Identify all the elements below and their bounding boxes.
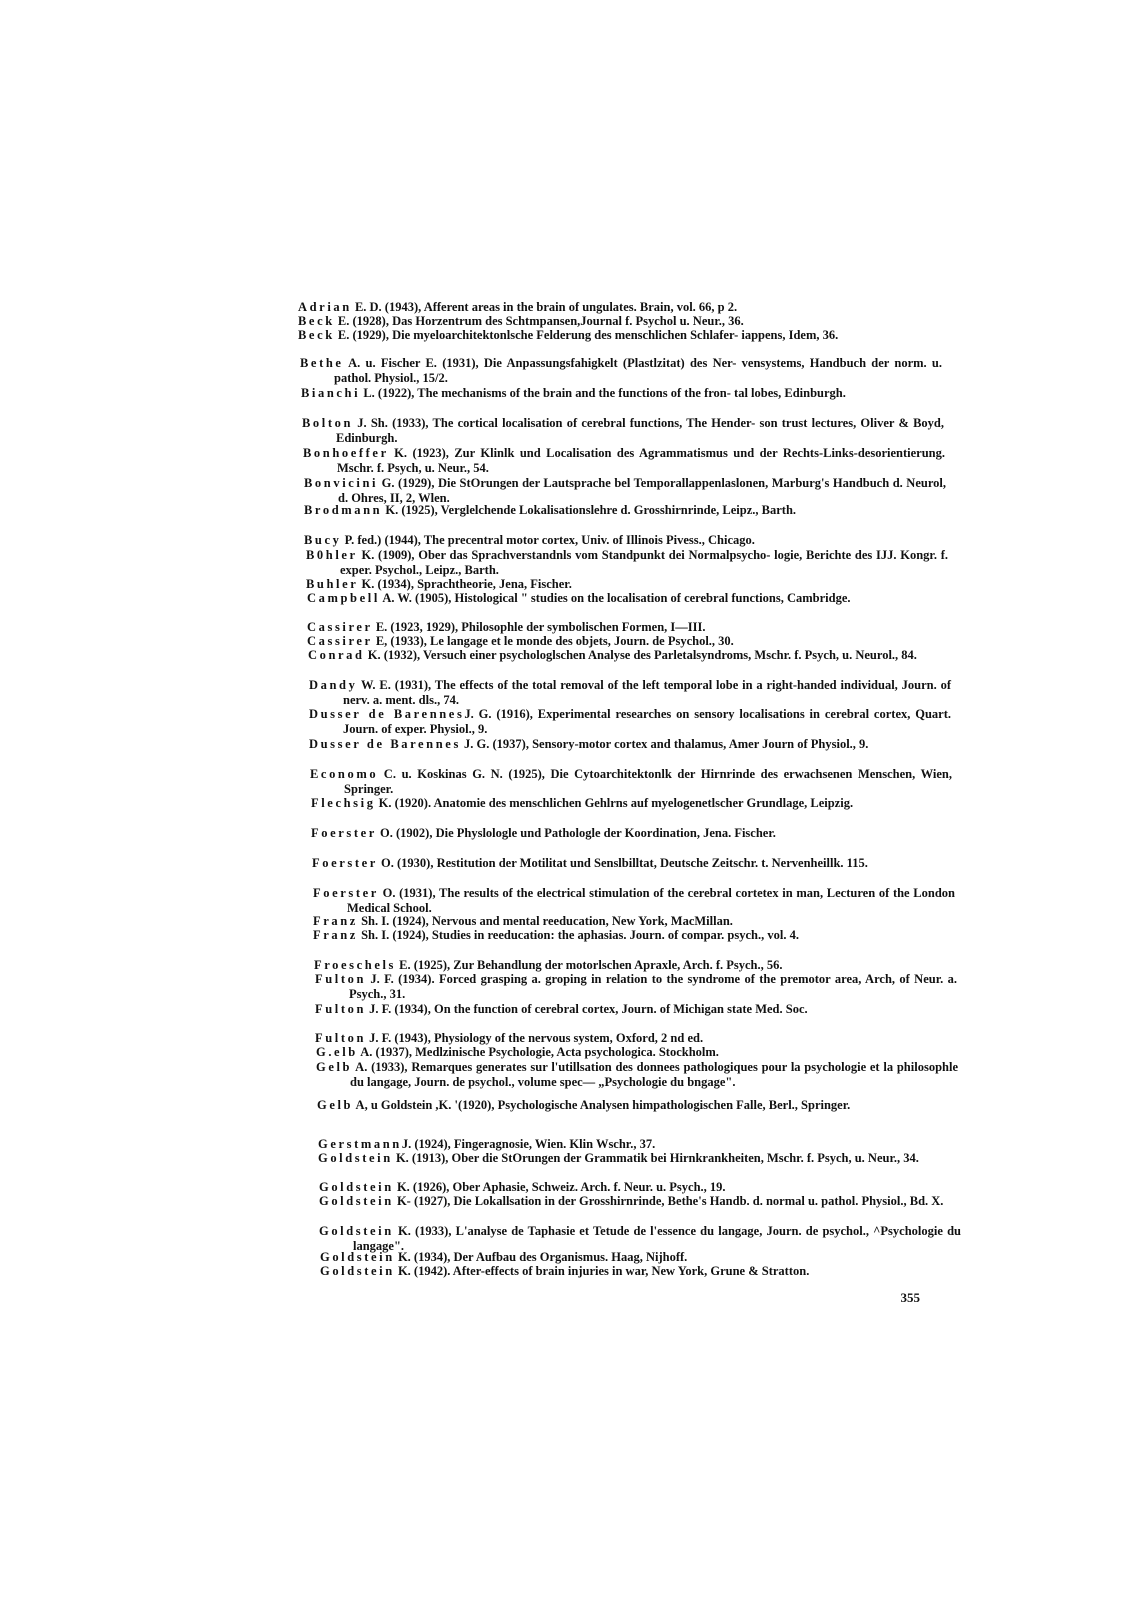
reference-entry [315,1002,957,1017]
reference-entry [298,328,940,343]
reference-author: Gelb [316,1060,353,1074]
reference-entry [311,826,953,841]
reference-entry [316,1045,958,1060]
reference-author: Buhler [306,577,359,591]
reference-text: W. E. (1931), The effects of the total removal of the left temporal lobe in a right-handed individual, Journ. of nerv. a. ment. dls., 74. [343,678,951,707]
reference-text: J. Sh. (1933), The cortical localisation of cerebral functions, The Hender- son trust lectures, Oliver & Boyd, Edinburgh. [336,416,944,445]
reference-text: E. (1925), Zur Behandlung der motorlschen Apraxle, Arch. f. Psych., 56. [396,958,783,972]
reference-entry [312,856,954,871]
reference-entry [298,300,940,315]
reference-author: Franz [313,914,358,928]
reference-author: Goldstein [320,1250,395,1264]
reference-text: K. (1933), L'analyse de Taphasie et Tetude de l'essence du langage, Journ. de psychol., ^Psychologie du langage". [353,1224,961,1253]
reference-author: Foerster [312,856,378,870]
reference-text: O. (1931), The results of the electrical stimulation of the cerebral cortetex in man, Lecturen of the London Medical School. [347,886,955,915]
reference-author: Conrad [308,648,365,662]
reference-entry [298,314,940,329]
reference-text: E. (1923, 1929), Philosophle der symbolischen Formen, I—III. [372,620,706,634]
page-number: 355 [900,1290,920,1305]
reference-entry [317,1098,959,1113]
reference-text: K. (1942). After-effects of brain injuries in war, New York, Grune & Stratton. [394,1264,810,1278]
reference-author: Beck [298,328,335,342]
reference-entry [320,1264,962,1279]
reference-text: K- (1927), Die Lokallsation in der Grosshirnrinde, Bethe's Handb. d. normal u. pathol. Physiol., Bd. X. [393,1194,944,1208]
reference-text: K. (1913), Ober die StOrungen der Grammatik bei Hirnkrankheiten, Mschr. f. Psych, u. Neur., 34. [392,1151,919,1165]
reference-text: Sh. I. (1924), Nervous and mental reeducation, New York, MacMillan. [357,914,733,928]
reference-text: J. F. (1943), Physiology of the nervous system, Oxford, 2 nd ed. [366,1031,704,1045]
reference-entry [314,958,956,973]
reference-entry [303,446,945,475]
reference-entry [320,1250,962,1265]
reference-author: Bonvicini [304,476,379,490]
reference-text: K. (1934), Sprachtheorie, Jena, Fischer. [358,577,572,591]
reference-author: Brodmann [304,503,383,517]
reference-text: K. (1923), Zur Klinlk und Localisation des Agrammatismus und der Rechts-Links-desorientierung. Mschr. f. Psych, u. Neur., 54. [337,446,945,475]
reference-text: K. (1934), Der Aufbau des Organismus. Haag, Nijhoff. [394,1250,688,1264]
reference-entry [319,1180,961,1195]
reference-text: J. (1924), Fingeragnosie, Wien. Klin Wschr., 37. [401,1137,656,1151]
reference-author: Flechsig [311,796,376,810]
reference-text: K. (1925), Verglelchende Lokalisationslehre d. Grosshirnrinde, Leipz., Barth. [382,503,797,517]
reference-entry [319,1194,961,1209]
reference-entry [318,1137,960,1152]
reference-author: Bonhoeffer [303,446,389,460]
reference-author: Goldstein [319,1224,394,1238]
reference-entry [313,914,955,929]
reference-author: Bucy [304,533,342,547]
reference-author: Dusser de Barennes [309,707,465,721]
reference-author: Froeschels [314,958,397,972]
reference-entry [319,1224,961,1253]
reference-entry [307,634,949,649]
reference-text: E. D. (1943), Afferent areas in the brain of ungulates. Brain, vol. 66, p 2. [351,300,738,314]
reference-entry [315,1031,957,1046]
reference-entry [310,767,952,796]
reference-author: Gelb [317,1098,354,1112]
reference-author: Cassirer [307,634,373,648]
reference-text: J. F. (1934), On the function of cerebral cortex, Journ. of Michigan state Med. Soc. [366,1002,808,1016]
reference-entry [304,533,946,548]
reference-author: Economo [310,767,379,781]
reference-entry [304,503,946,518]
reference-author: Goldstein [320,1264,395,1278]
reference-author: Bolton [302,416,354,430]
reference-entry [313,928,955,943]
reference-author: Dusser de Barennes [309,737,461,751]
reference-text: K. (1932), Versuch einer psychologlschen Analyse des Parletalsyndroms, Mschr. f. Psych, u. Neurol., 84. [364,648,917,662]
reference-author: Beck [298,314,335,328]
reference-text: J. G. (1937), Sensory-motor cortex and thalamus, Amer Journ of Physiol., 9. [460,737,869,751]
reference-entry [306,577,948,592]
reference-author: Franz [313,928,358,942]
reference-text: E, (1933), Le langage et le monde des objets, Journ. de Psychol., 30. [372,634,734,648]
reference-text: A. u. Fischer E. (1931), Die Anpassungsfahigkelt (Plastlzitat) des Ner- vensystems, Handbuch der norm. u. pathol. Physiol., 15/2. [334,356,942,385]
reference-text: A. (1937), Medlzinische Psychologie, Acta psychologica. Stockholm. [357,1045,719,1059]
reference-text: A. (1933), Remarques generates sur l'utillsation des donnees pathologiques pour la psychologie et la philosophle du langage, Journ. de psychol., volume spec— „Psychologie du bngage". [350,1060,958,1089]
reference-author: Campbell [307,591,380,605]
reference-entry [315,972,957,1001]
reference-entry [309,737,951,752]
reference-text: E. (1928), Das Horzentrum des Schtmpansen,Journal f. Psychol u. Neur., 36. [334,314,744,328]
reference-author: B0hler [306,548,358,562]
reference-entry [300,356,942,385]
reference-author: Gerstmann [318,1137,402,1151]
reference-text: C. u. Koskinas G. N. (1925), Die Cytoarchitektonlk der Hirnrinde des erwachsenen Menschen, Wien, Springer. [344,767,952,796]
reference-author: Foerster [313,886,379,900]
reference-author: Bethe [300,356,344,370]
reference-text: K. (1909), Ober das Sprachverstandnls vom Standpunkt dei Normalpsycho- logie, Berichte des IJJ. Kongr. f. exper. Psychol., Leipz., Barth. [340,548,948,577]
reference-author: Dandy [309,678,358,692]
reference-author: Fulton [315,1031,367,1045]
reference-author: G.elb [316,1045,358,1059]
reference-entry [307,591,949,606]
reference-entry [302,416,944,445]
reference-text: J. F. (1934). Forced grasping a. groping in relation to the syndrome of the premotor area, Arch, of Neur. a. Psych., 31. [349,972,957,1001]
reference-entry [309,707,951,736]
reference-text: E. (1929), Die myeloarchitektonlsche Felderung des menschlichen Schlafer- iappens, Idem, 36. [334,328,839,342]
reference-entry [307,620,949,635]
reference-author: Cassirer [307,620,373,634]
reference-author: Adrian [298,300,352,314]
reference-text: O. (1902), Die Physlologle und Pathologle der Koordination, Jena. Fischer. [376,826,776,840]
reference-author: Goldstein [318,1151,393,1165]
reference-entry [309,678,951,707]
reference-text: Sh. I. (1924), Studies in reeducation: the aphasias. Journ. of compar. psych., vol. 4. [357,928,799,942]
reference-entry [308,648,950,663]
reference-text: G. (1929), Die StOrungen der Lautsprache bel Temporallappenlaslonen, Marburg's Handbuch d. Neurol, d. Ohres, II, 2, Wlen. [338,476,946,505]
reference-author: Goldstein [319,1180,394,1194]
reference-text: A. W. (1905), Histological " studies on the localisation of cerebral functions, Cambridge. [379,591,851,605]
reference-text: P. fed.) (1944), The precentral motor cortex, Univ. of Illinois Pivess., Chicago. [341,533,755,547]
reference-entry [304,476,946,505]
reference-text: J. G. (1916), Experimental researches on sensory localisations in cerebral cortex, Quart. Journ. of exper. Physiol., 9. [343,707,952,736]
reference-entry [316,1060,958,1089]
reference-text: A, u Goldstein ,K. '(1920), Psychologische Analysen himpathologischen Falle, Berl., Springer. [353,1098,851,1112]
reference-entry [313,886,955,915]
reference-entry [311,796,953,811]
reference-text: K. (1926), Ober Aphasie, Schweiz. Arch. f. Neur. u. Psych., 19. [393,1180,726,1194]
reference-entry [306,548,948,577]
reference-author: Foerster [311,826,377,840]
reference-entry [318,1151,960,1166]
reference-text: K. (1920). Anatomie des menschlichen Gehlrns auf myelogenetlscher Grundlage, Leipzig. [375,796,854,810]
reference-entry [301,386,943,401]
reference-author: Fulton [315,1002,367,1016]
reference-text: O. (1930), Restitution der Motilitat und Senslbilltat, Deutsche Zeitschr. t. Nervenheillk. 115. [377,856,868,870]
reference-author: Bianchi [301,386,361,400]
reference-text: L. (1922), The mechanisms of the brain and the functions of the fron- tal lobes, Edinburgh. [360,386,846,400]
reference-author: Fulton [315,972,367,986]
reference-author: Goldstein [319,1194,394,1208]
